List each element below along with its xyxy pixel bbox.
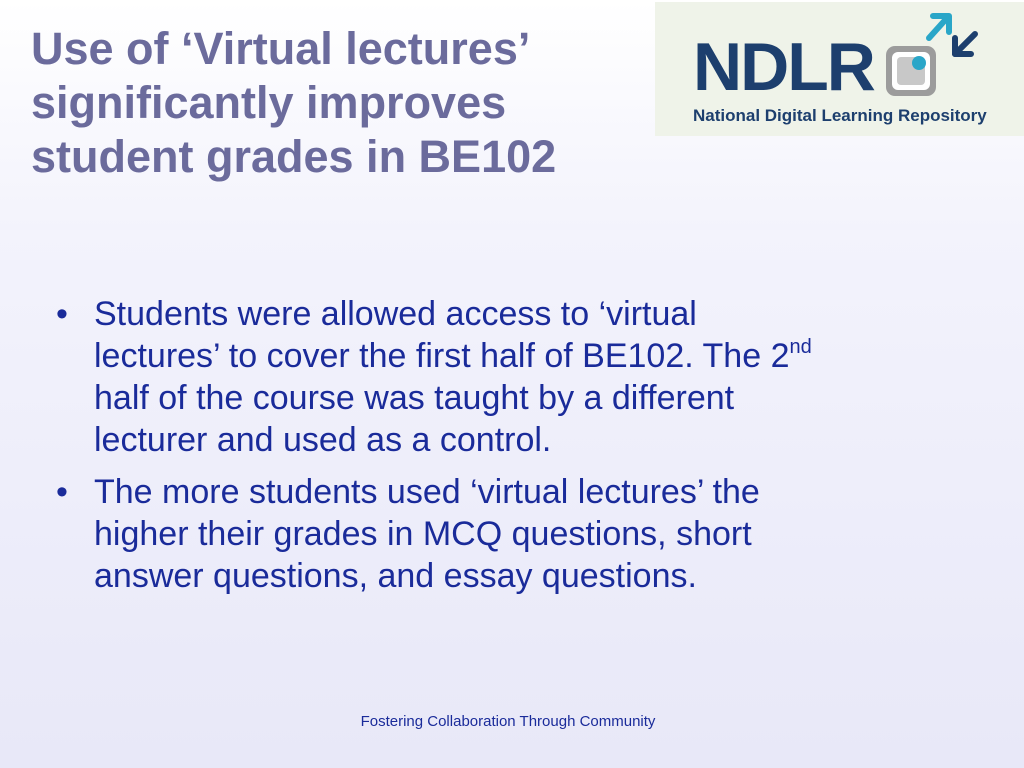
slide-footer: Fostering Collaboration Through Community (360, 713, 656, 730)
title-line: student grades in BE102 (31, 131, 557, 182)
logo-arrows-icon (881, 6, 991, 106)
logo-subtitle: National Digital Learning Repository (693, 106, 987, 125)
bullet-line (94, 335, 950, 377)
slide-title (31, 22, 651, 184)
bullet-line: higher their grades in MCQ questions, short (94, 515, 752, 553)
bullet-line: lecturer and used as a control. (94, 421, 552, 459)
bullet-line-text: lectures’ to cover the first half of BE102. The 2 (94, 337, 790, 375)
bullet-item (50, 471, 950, 597)
logo-wordmark: NDLR (693, 29, 874, 105)
title-line: significantly improves (31, 77, 507, 128)
bullet-dot-icon: • (56, 473, 68, 511)
bullet-line: answer questions, and essay questions. (94, 557, 697, 595)
bullet-dot-icon: • (56, 295, 68, 333)
bullet-item (50, 293, 950, 461)
ordinal-superscript: nd (789, 336, 812, 358)
bullet-line: half of the course was taught by a different (94, 379, 735, 417)
ndlr-logo (655, 2, 1024, 136)
bullet-line: The more students used ‘virtual lectures’ the (94, 473, 760, 511)
bullet-list (50, 293, 950, 607)
title-line: Use of ‘Virtual lectures’ (31, 23, 531, 74)
bullet-line: Students were allowed access to ‘virtual (94, 295, 697, 333)
